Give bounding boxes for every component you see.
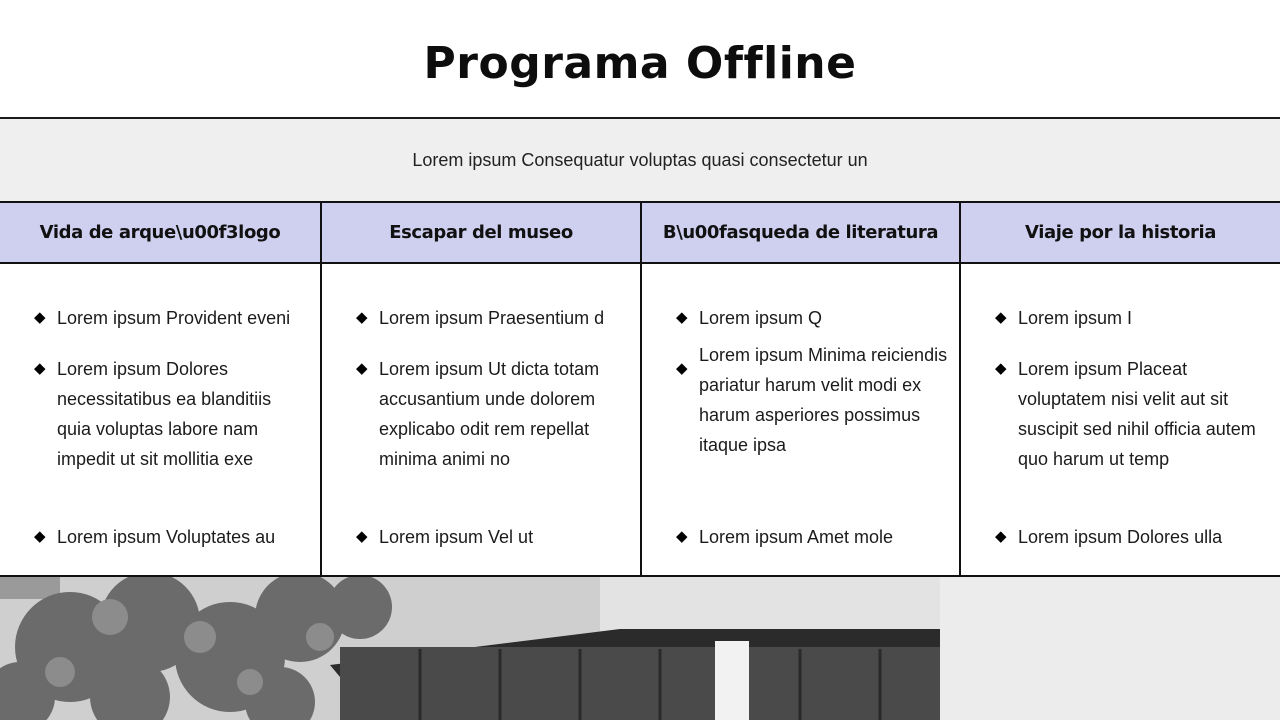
- column-header: Escapar del museo: [322, 203, 640, 264]
- diamond-icon: ◆: [676, 528, 688, 545]
- diamond-icon: ◆: [676, 309, 688, 326]
- list-item: [34, 354, 310, 474]
- diamond-icon: ◆: [356, 309, 368, 326]
- diamond-icon: ◆: [995, 309, 1007, 326]
- subtitle-text: Lorem ipsum Consequatur voluptas quasi consectetur un: [412, 150, 868, 170]
- diamond-icon: ◆: [356, 528, 368, 545]
- column-1: [0, 203, 320, 575]
- list-item-text: Lorem ipsum Provident eveni: [57, 308, 291, 328]
- diamond-icon: ◆: [34, 528, 46, 545]
- list-item: [356, 522, 630, 552]
- column-header: Vida de arque\u00f3logo: [0, 203, 320, 264]
- diamond-icon: ◆: [676, 360, 688, 377]
- list-item-text: Lorem ipsum Placeat voluptatem nisi velit aut sit suscipit sed nihil officia autem quo harum ut temp: [1018, 359, 1256, 469]
- list-item: [995, 303, 1270, 333]
- list-item: [676, 303, 949, 333]
- diamond-icon: ◆: [34, 360, 46, 377]
- subtitle-band: [0, 119, 1280, 202]
- list-item: [356, 303, 630, 333]
- list-item: [995, 522, 1270, 552]
- column-3: [640, 203, 959, 575]
- list-item-text: Lorem ipsum Dolores necessitatibus ea blanditiis quia voluptas labore nam impedit ut sit mollitia exe: [57, 359, 272, 469]
- building-windows: [340, 647, 940, 720]
- list-item-text: Lorem ipsum I: [1018, 308, 1133, 328]
- list-item-text: Lorem ipsum Vel ut: [379, 527, 534, 547]
- column-header: B\u00fasqueda de literatura: [642, 203, 959, 264]
- list-item: [34, 522, 310, 552]
- list-item: [356, 354, 630, 474]
- column-2: [320, 203, 640, 575]
- column-4: [959, 203, 1280, 575]
- list-item: [995, 354, 1270, 474]
- list-item-text: Lorem ipsum Praesentium d: [379, 308, 605, 328]
- building-wall-right: [940, 577, 1280, 720]
- diamond-icon: ◆: [995, 528, 1007, 545]
- column-list: [0, 264, 320, 575]
- list-item-text: Lorem ipsum Dolores ulla: [1018, 527, 1223, 547]
- diamond-icon: ◆: [356, 360, 368, 377]
- list-item: [676, 522, 949, 552]
- column-list: [961, 264, 1280, 575]
- column-list: [322, 264, 640, 575]
- program-grid: [0, 201, 1280, 577]
- list-item-text: Lorem ipsum Ut dicta totam accusantium unde dolorem explicabo odit rem repellat minima animi no: [379, 359, 600, 469]
- list-item-text: Lorem ipsum Minima reiciendis pariatur harum velit modi ex harum asperiores possimus itaque ipsa: [699, 345, 948, 455]
- building-photo: [0, 577, 1280, 720]
- building-column: [715, 641, 749, 720]
- building-photo-drawing: [0, 577, 1280, 720]
- list-item-text: Lorem ipsum Amet mole: [699, 527, 894, 547]
- list-item: [676, 340, 949, 460]
- list-item-text: Lorem ipsum Voluptates au: [57, 527, 276, 547]
- column-header: Viaje por la historia: [961, 203, 1280, 264]
- column-list: [642, 264, 959, 575]
- diamond-icon: ◆: [34, 309, 46, 326]
- diamond-icon: ◆: [995, 360, 1007, 377]
- list-item: [34, 303, 310, 333]
- list-item-text: Lorem ipsum Q: [699, 308, 823, 328]
- page-title: Programa Offline: [423, 38, 857, 89]
